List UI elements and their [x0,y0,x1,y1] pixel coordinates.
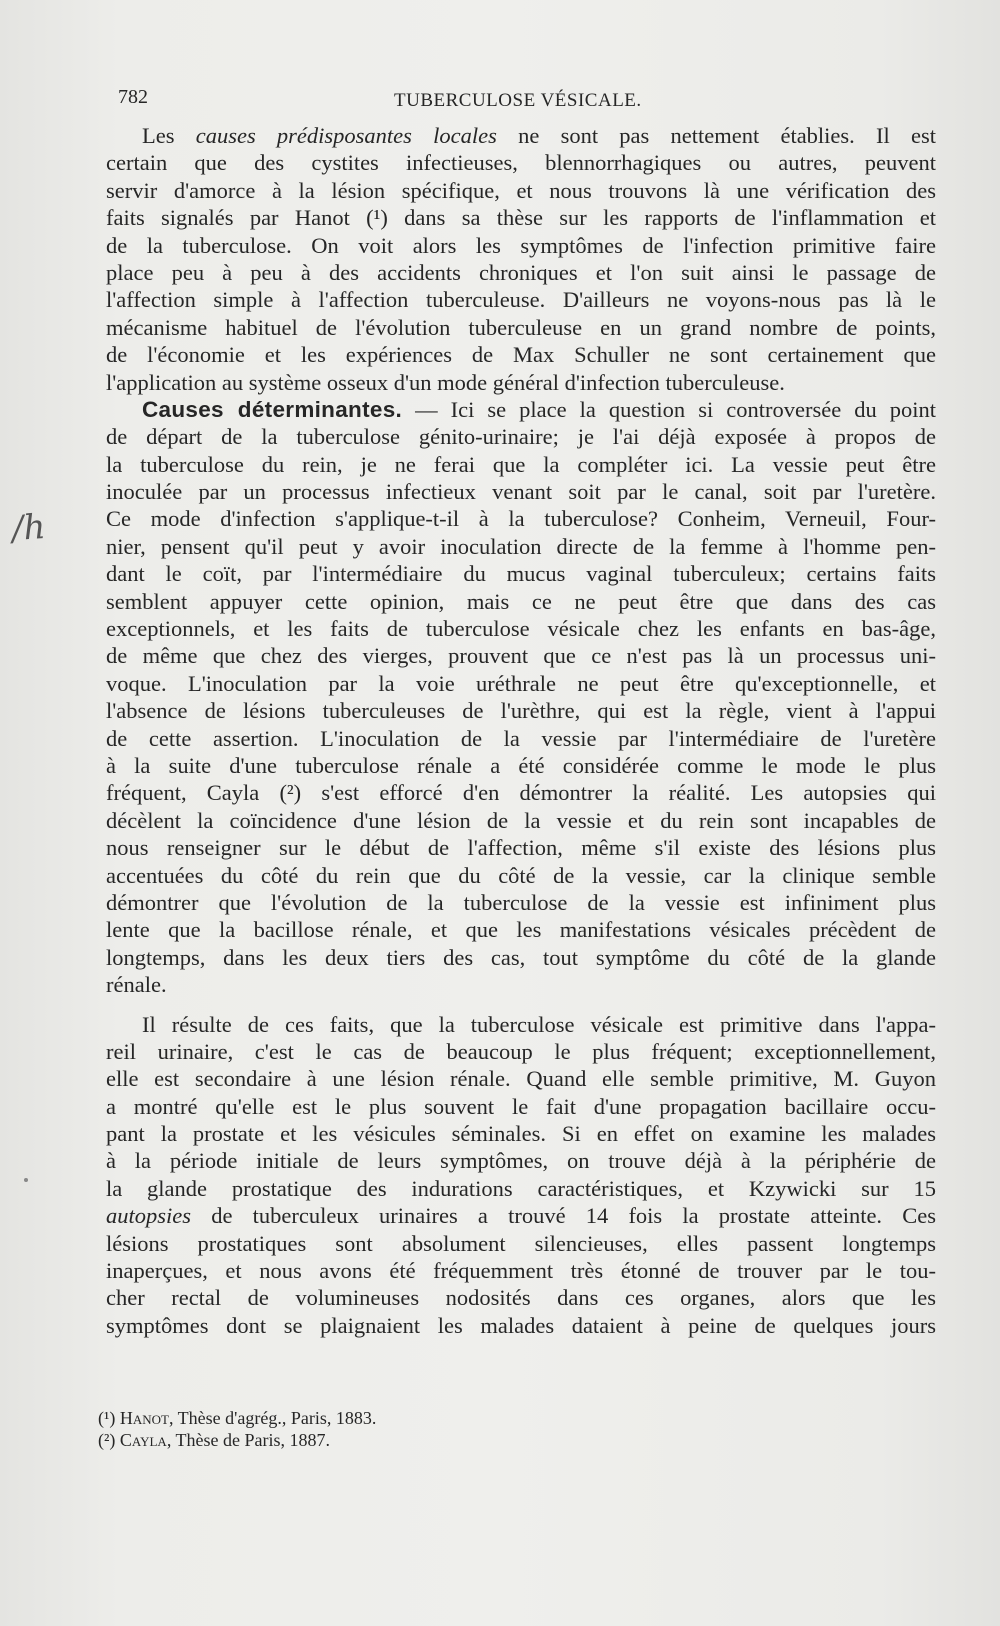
footnote-1 [98,1407,598,1429]
text-line: inaperçues, et nous avons été fréquemment très étonné de trouver par le tou- [106,1258,936,1284]
text-line: la glande prostatique des indurations caractéristiques, et Kzywicki sur 15 [106,1175,936,1201]
text-line: Causes déterminantes. — Ici se place la question si controversée du point [142,396,936,422]
footnote-marker: (¹) [98,1408,116,1428]
paragraph-predisposing-causes [106,122,936,396]
footnote-author: Cayla [119,1430,167,1450]
text-line: de la tuberculose. On voit alors les symptômes de l'infection primitive faire [106,232,936,258]
text-line: place peu à peu à des accidents chroniques et l'on suit ainsi le passage de [106,259,936,285]
text-line: exceptionnels, et les faits de tuberculose vésicale chez les enfants en bas-âge, [106,616,936,642]
text-line: de même que chez des vierges, prouvent que ce n'est pas là un processus uni- [106,643,936,669]
text-line: mécanisme habituel de l'évolution tuberculeuse en un grand nombre de points, [106,314,936,340]
text-line: lésions prostatiques sont absolument silencieuses, elles passent longtemps [106,1230,936,1256]
paragraph-determining-causes [106,396,936,999]
section-heading: Causes déterminantes. [142,396,403,422]
text-line: servir d'amorce à la lésion spécifique, et nous trouvons là une vérification des [106,177,936,203]
text-line: nous renseigner sur le début de l'affection, même s'il existe des lésions plus [106,835,936,861]
text-line: de l'économie et les expériences de Max Schuller ne sont certainement que [106,342,936,368]
paragraph-spacer [106,999,936,1011]
text-line: inoculée par un processus infectieux venant soit par le canal, soit par l'uretère. [106,479,936,505]
text-line: symptômes dont se plaignaient les malades dataient à peine de quelques jours [106,1312,936,1338]
handwritten-margin-note: /h [10,506,47,550]
text-line: semblent appuyer cette opinion, mais ce ne peut être que dans des cas [106,588,936,614]
text-line: rénale. [106,972,167,998]
text-line: l'application au système osseux d'un mode général d'infection tuberculeuse. [106,369,785,395]
footnote-2 [98,1429,598,1451]
text-line: l'affection simple à l'affection tuberculeuse. D'ailleurs ne voyons-nous pas là le [106,287,936,313]
text-line: décèlent la coïncidence d'une lésion de la vessie et du rein sont incapables de [106,807,936,833]
footnotes [98,1407,598,1451]
text-line: a montré qu'elle est le plus souvent le fait d'une propagation bacillaire occu- [106,1093,936,1119]
footnote-text: , Thèse de Paris, 1887. [166,1430,330,1450]
body-text [106,122,936,1339]
footnote-text: , Thèse d'agrég., Paris, 1883. [169,1408,377,1428]
paragraph-conclusion [106,1011,936,1340]
text-line: dant le coït, par l'intermédiaire du mucus vaginal tuberculeux; certains faits [106,561,936,587]
text-line: à la période initiale de leurs symptômes, on trouve déjà à la périphérie de [106,1148,936,1174]
text-line: accentuées du côté du rein que du côté de la vessie, car la clinique semble [106,862,936,888]
page-header [118,86,898,116]
italic-term: causes prédisposantes locales [195,123,497,148]
text-line: certain que des cystites infectieuses, blennorrhagiques ou autres, peuvent [106,150,936,176]
text-line: elle est secondaire à une lésion rénale. Quand elle semble primitive, M. Guyon [106,1066,936,1092]
footnote-marker: (²) [98,1430,116,1450]
text-line: faits signalés par Hanot (¹) dans sa thèse sur les rapports de l'inflammation et [106,205,936,231]
text-line: démontrer que l'évolution de la tuberculose de la vessie est infiniment plus [106,889,936,915]
text-line: lente que la bacillose rénale, et que les manifestations vésicales précèdent de [106,917,936,943]
text-line: voque. L'inoculation par la voie uréthrale ne peut être qu'exceptionnelle, et [106,670,936,696]
text-line: l'absence de lésions tuberculeuses de l'urèthre, qui est la règle, vient à l'appui [106,698,936,724]
footnote-author: Hanot [119,1408,169,1428]
running-title: TUBERCULOSE VÉSICALE. [394,90,642,111]
paper-speck [24,1178,28,1182]
text-line: à la suite d'une tuberculose rénale a été considérée comme le mode le plus [106,752,936,778]
text-line: nier, pensent qu'il peut y avoir inoculation directe de la femme à l'homme pen- [106,533,936,559]
page-number: 782 [118,86,148,108]
text-line: reil urinaire, c'est le cas de beaucoup le plus fréquent; exceptionnellement, [106,1038,936,1064]
italic-term: autopsies [106,1203,192,1229]
text-line: Il résulte de ces faits, que la tuberculose vésicale est primitive dans l'appa- [142,1011,936,1037]
text-line: la tuberculose du rein, je ne ferai que la compléter ici. La vessie peut être [106,451,936,477]
text-line: autopsies de tuberculeux urinaires a trouvé 14 fois la prostate atteinte. Ces [106,1203,936,1229]
text-line: de cette assertion. L'inoculation de la vessie par l'intermédiaire de l'uretère [106,725,936,751]
text-line: Les causes prédisposantes locales ne sont pas nettement établies. Il est [142,123,936,148]
text-line: fréquent, Cayla (²) s'est efforcé d'en démontrer la réalité. Les autopsies qui [106,780,936,806]
text-line: pant la prostate et les vésicules séminales. Si en effet on examine les malades [106,1121,936,1147]
text-line: cher rectal de volumineuses nodosités dans ces organes, alors que les [106,1285,936,1311]
text-line: longtemps, dans les deux tiers des cas, tout symptôme du côté de la glande [106,944,936,970]
text-line: de départ de la tuberculose génito-urinaire; je l'ai déjà exposée à propos de [106,424,936,450]
text-line: Ce mode d'infection s'applique-t-il à la tuberculose? Conheim, Verneuil, Four- [106,506,936,532]
